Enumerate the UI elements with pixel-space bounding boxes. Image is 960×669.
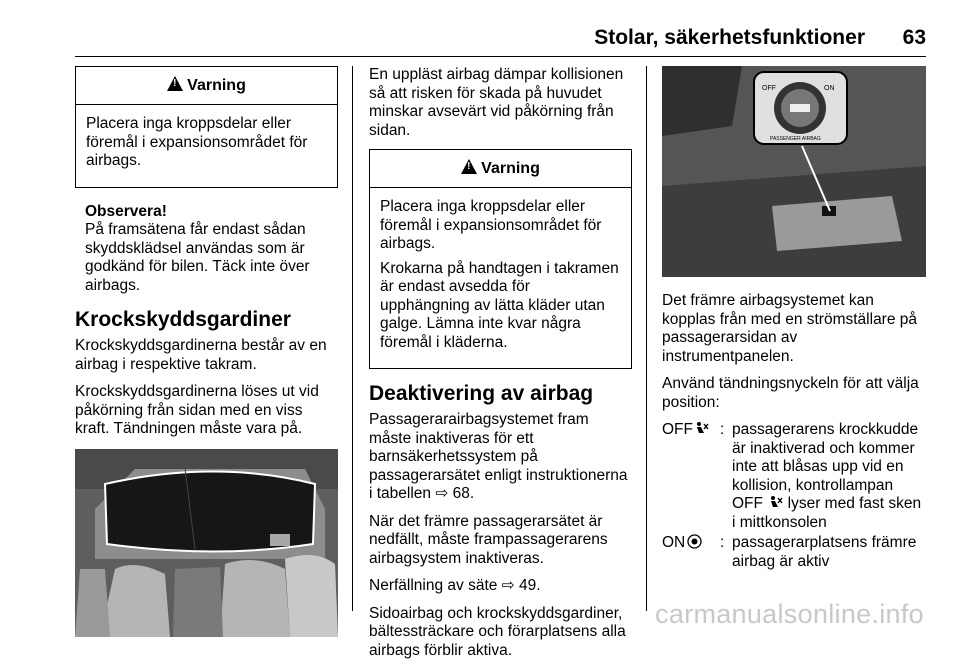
paragraph: Använd tändningsnyckeln för att välja position: [662,375,919,411]
airbag-switch-figure [662,66,926,277]
warning-text: Placera inga kroppsdelar eller föremål i expansionsområdet för airbags. [380,198,602,252]
paragraph: Passagerarairbagsystemet fram måste inaktiveras för ett barnsäkerhetssystem på passagerarsätet enligt instruktionerna i tabellen ⇨ 68. [369,411,628,502]
paragraph: En uppläst airbag dämpar kollisionen så att risken för skada på huvudet minskar avsevärt vid påkörning från sidan. [369,66,624,139]
warning-box [75,66,338,188]
airbag-on-icon [687,534,702,549]
paragraph: Nerfällning av säte ⇨ 49. [369,577,541,594]
paragraph: Krockskyddsgardinerna består av en airbag i respektive takram. [75,337,327,373]
definition-text: passagerarplatsens främre airbag är aktiv [732,534,917,570]
warning-text: Krokarna på handtagen i takramen är endast avsedda för upphängning av lätta kläder utan galge. Lämna inte kvar några föremål i kläderna. [380,259,619,351]
paragraph: Sidoairbag och krockskyddsgardiner, bältessträckare och förarplatsens alla airbags förblir aktiva. [369,604,626,659]
paragraph: När det främre passagerarsätet är nedfällt, måste frampassagerarens airbagsystem inaktiveras. [369,512,608,567]
column-2 [369,66,632,669]
airbag-switch-illustration [662,66,926,277]
warning-body [76,105,337,187]
curtain-airbag-figure [75,449,338,637]
column-divider [352,66,353,611]
definition-row-on [662,534,926,571]
section-heading: Krockskyddsgardiner [75,308,291,331]
column-1 [75,66,338,637]
section-heading: Deaktivering av airbag [369,382,594,405]
definition-text: passagerarens krockkudde är inaktiverad och kommer inte att blåsas upp vid en kollision, kontrollampan OFF [732,421,919,512]
warning-header [76,67,337,105]
switch-ring-label: PASSENGER AIRBAG [770,136,821,142]
definition-row-off [662,421,926,532]
definition-value [732,534,926,571]
definition-value [732,421,926,532]
header-title: Stolar, säkerhetsfunktioner [594,26,865,49]
definition-key-text: OFF [662,421,693,438]
warning-text: Placera inga kroppsdelar eller föremål i expansionsområdet för airbags. [86,115,308,169]
warning-title: Varning [187,77,246,94]
warning-box [369,149,632,369]
definition-key [662,534,720,571]
switch-label-on: ON [824,85,835,92]
warning-title: Varning [481,160,540,177]
warning-triangle-icon [461,159,477,174]
definition-colon: : [720,534,725,551]
warning-body [370,188,631,368]
warning-triangle-icon [167,76,183,91]
definition-colon: : [720,421,725,438]
definition-key-text: ON [662,534,686,551]
switch-label-off: OFF [762,85,776,92]
definition-text: lyser med fast sken i mittkonsolen [732,495,922,531]
note-block [75,203,338,296]
watermark: carmanualsonline.info [655,599,924,629]
header-rule [75,56,926,57]
column-divider [646,66,647,611]
airbag-off-icon [695,421,709,437]
column-3 [662,66,926,573]
definition-key [662,421,720,532]
note-text: På framsätena får endast sådan skyddsklädsel användas som är godkänd för bilen. Täck inte över airbags. [85,221,310,294]
page-number: 63 [902,26,926,49]
airbag-off-icon [769,495,783,511]
warning-header [370,150,631,188]
paragraph: Det främre airbagsystemet kan kopplas från med en strömställare på passagerarsidan av instrumentpanelen. [662,292,918,365]
paragraph: Krockskyddsgardinerna löses ut vid påkörning från sidan med en viss kraft. Tändningen måste vara på. [75,383,319,437]
curtain-airbag-illustration [75,449,338,637]
note-title: Observera! [85,202,167,220]
